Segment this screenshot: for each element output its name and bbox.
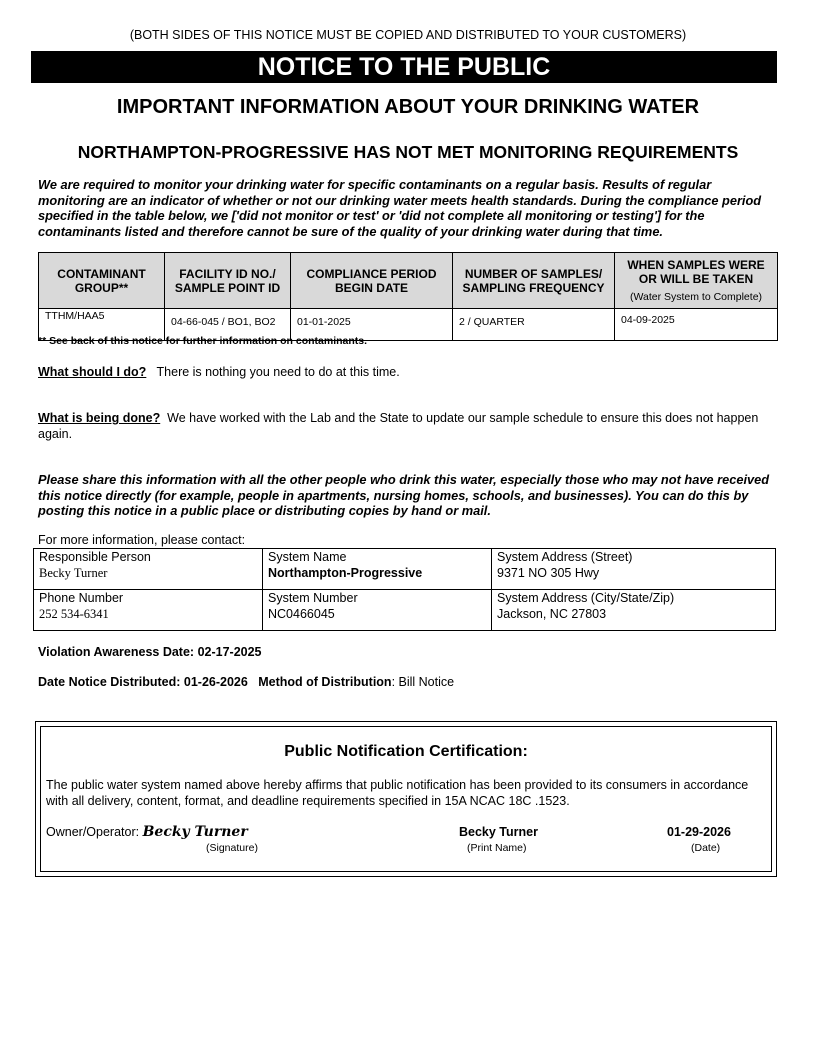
cell-when: 04-09-2025 [615,309,778,341]
contact-row [34,590,776,631]
cell-compliance: 01-01-2025 [291,309,453,341]
phone-value: 252 534-6341 [39,606,109,621]
responsible-label: Responsible Person [39,550,151,564]
system-number-cell [263,590,492,631]
what-to-do-question: What should I do? [38,365,147,379]
cell-contaminant: TTHM/HAA5 [39,309,165,341]
signature: Becky Turner [142,824,248,840]
what-done-question: What is being done? [38,411,161,425]
cell-facility: 04-66-045 / BO1, BO2 [165,309,291,341]
responsible-value: Becky Turner [39,565,108,580]
sample-table [38,252,778,341]
col-header-facility: FACILITY ID NO./ SAMPLE POINT ID [165,253,291,309]
address-cell [492,549,776,590]
copy-instruction: (BOTH SIDES OF THIS NOTICE MUST BE COPIED AND DISTRIBUTED TO YOUR CUSTOMERS) [129,28,687,42]
method-label: Method of Distribution [258,675,392,689]
distribution-line [38,675,454,689]
system-name-value: Northampton-Progressive [268,565,423,580]
violation-date-label: Violation Awareness Date: [38,645,195,659]
page-subtitle: NORTHAMPTON-PROGRESSIVE HAS NOT MET MONITORING REQUIREMENTS [77,142,739,162]
date-caption: (Date) [691,842,721,854]
cell-samples: 2 / QUARTER [453,309,615,341]
system-name-cell [263,549,492,590]
address-value: 9371 NO 305 Hwy [497,565,600,580]
method-colon: : [391,675,399,689]
col-header-when-note: (Water System to Complete) [629,290,763,303]
distributed-label: Date Notice Distributed: [38,675,181,689]
table-header-row [39,253,778,309]
col-header-when [615,253,778,309]
contact-table [33,548,776,631]
violation-date-value: 02-17-2025 [197,645,262,659]
table-footnote: ** See back of this notice for further information on contaminants. [38,335,368,347]
method-value: Bill Notice [398,675,455,689]
share-paragraph: Please share this information with all the other people who drink this water, especially those who may not have received this notice directly (for example, people in apartments, nursing homes, schools, and businesses). You can do this by posting this notice in a public place or distributing copies by hand or mail. [38,472,770,518]
owner-operator-line [46,824,248,840]
contact-row [34,549,776,590]
phone-label: Phone Number [39,591,124,605]
system-number-label: System Number [268,591,358,605]
system-name-label: System Name [268,550,347,564]
notice-banner: NOTICE TO THE PUBLIC [31,51,777,83]
page-title: IMPORTANT INFORMATION ABOUT YOUR DRINKING WATER [116,96,700,118]
col-header-contaminant: CONTAMINANT GROUP** [39,253,165,309]
owner-operator-label: Owner/Operator: [46,825,140,839]
what-to-do-answer: There is nothing you need to do at this time. [156,365,400,379]
print-name: Becky Turner [459,825,538,839]
certification-text: The public water system named above hereby affirms that public notification has been provided to its consumers in accordance with all delivery, content, format, and deadline requirements specified in 15A NCAC 18C .1523. [46,778,749,808]
address-label: System Address (Street) [497,550,633,564]
phone-cell [34,590,263,631]
intro-paragraph: We are required to monitor your drinking water for specific contaminants on a regular basis. Results of regular monitoring are an indicator of whether or not our drinking water meets health standards. During the compliance period specified in the table below, we ['did not monitor or test' or 'did not complete all monitoring or testing'] for the contaminants listed and therefore cannot be sure of the quality of your drinking water during that time. [38,177,762,239]
col-header-samples: NUMBER OF SAMPLES/ SAMPLING FREQUENCY [453,253,615,309]
contact-label: For more information, please contact: [38,533,246,547]
certification-title: Public Notification Certification: [284,743,528,760]
city-label: System Address (City/State/Zip) [497,591,675,605]
col-header-when-label: WHEN SAMPLES WERE OR WILL BE TAKEN [627,257,765,286]
what-done-section [38,411,778,442]
signature-caption: (Signature) [206,842,258,854]
what-to-do-section [38,365,778,381]
system-number-value: NC0466045 [268,606,335,621]
city-cell [492,590,776,631]
responsible-cell [34,549,263,590]
certification-date: 01-29-2026 [667,825,731,839]
print-name-caption: (Print Name) [467,842,527,854]
city-value: Jackson, NC 27803 [497,606,607,621]
distributed-value: 01-26-2026 [183,675,248,689]
what-done-answer: We have worked with the Lab and the State to update our sample schedule to ensure this does not happen again. [38,411,759,441]
col-header-compliance: COMPLIANCE PERIOD BEGIN DATE [291,253,453,309]
violation-date-line [38,645,262,659]
